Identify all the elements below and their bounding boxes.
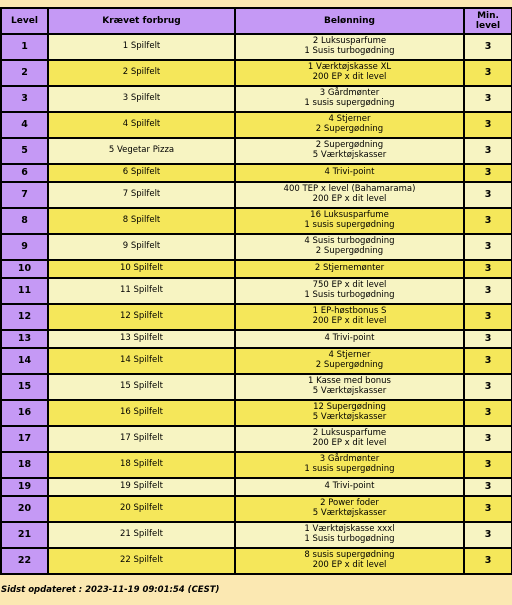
table-row: [2, 523, 511, 547]
table-row: [2, 549, 511, 573]
table-row: [2, 497, 511, 521]
reward-line: 2 Power foder: [320, 498, 379, 509]
required-cell: 3 Spilfelt: [49, 87, 234, 111]
reward-cell: [236, 261, 463, 277]
min-level-cell: 3: [465, 549, 511, 573]
required-cell: 15 Spilfelt: [49, 375, 234, 399]
required-cell: 5 Vegetar Pizza: [49, 139, 234, 163]
reward-cell: [236, 113, 463, 137]
reward-cell: [236, 497, 463, 521]
level-cell: 18: [2, 453, 47, 477]
min-level-cell: 3: [465, 401, 511, 425]
table-header-row: [2, 9, 511, 33]
required-cell: 10 Spilfelt: [49, 261, 234, 277]
header-min-level-line: level: [475, 21, 501, 31]
reward-line: 4 Trivi-point: [324, 481, 375, 492]
reward-line: 1 susis supergødning: [304, 98, 395, 108]
reward-line: 5 Værktøjskasser: [312, 150, 387, 160]
required-cell: 22 Spilfelt: [49, 549, 234, 573]
table-row: [2, 113, 511, 137]
reward-line: 4 Trivi-point: [324, 333, 375, 344]
reward-cell: [236, 87, 463, 111]
min-level-cell: 3: [465, 87, 511, 111]
reward-line: 3 Gårdmønter: [319, 454, 380, 465]
min-level-cell: 3: [465, 479, 511, 495]
required-cell: 14 Spilfelt: [49, 349, 234, 373]
header-required: Krævet forbrug: [49, 9, 234, 33]
reward-line: 1 susis supergødning: [304, 464, 395, 474]
required-cell: 2 Spilfelt: [49, 61, 234, 85]
table-row: [2, 165, 511, 181]
table-row: [2, 35, 511, 59]
level-cell: 11: [2, 279, 47, 303]
min-level-cell: 3: [465, 523, 511, 547]
header-reward: Belønning: [236, 9, 463, 33]
table-row: [2, 87, 511, 111]
reward-line: 1 Susis turbogødning: [304, 46, 395, 56]
level-cell: 16: [2, 401, 47, 425]
reward-line: 4 Susis turbogødning: [304, 236, 395, 247]
header-min-level: [465, 9, 511, 33]
table-row: [2, 427, 511, 451]
reward-cell: [236, 479, 463, 495]
table-row: [2, 279, 511, 303]
level-cell: 15: [2, 375, 47, 399]
level-cell: 12: [2, 305, 47, 329]
reward-line: 200 EP x dit level: [312, 438, 387, 448]
reward-line: 1 susis supergødning: [304, 220, 395, 230]
table-row: [2, 61, 511, 85]
table-row: [2, 305, 511, 329]
level-cell: 5: [2, 139, 47, 163]
level-cell: 13: [2, 331, 47, 347]
level-cell: 4: [2, 113, 47, 137]
reward-cell: [236, 549, 463, 573]
reward-cell: [236, 453, 463, 477]
required-cell: 11 Spilfelt: [49, 279, 234, 303]
reward-cell: [236, 349, 463, 373]
level-cell: 2: [2, 61, 47, 85]
reward-line: 12 Supergødning: [313, 402, 386, 413]
reward-cell: [236, 375, 463, 399]
reward-cell: [236, 209, 463, 233]
table-body: [2, 35, 511, 573]
min-level-cell: 3: [465, 165, 511, 181]
required-cell: 6 Spilfelt: [49, 165, 234, 181]
min-level-cell: 3: [465, 261, 511, 277]
level-cell: 9: [2, 235, 47, 259]
reward-line: 8 susis supergødning: [304, 550, 395, 561]
level-cell: 1: [2, 35, 47, 59]
reward-cell: [236, 183, 463, 207]
required-cell: 7 Spilfelt: [49, 183, 234, 207]
level-cell: 14: [2, 349, 47, 373]
reward-line: 1 Kasse med bonus: [308, 376, 391, 387]
required-cell: 1 Spilfelt: [49, 35, 234, 59]
table-row: [2, 235, 511, 259]
reward-line: 4 Stjerner: [328, 114, 371, 125]
reward-line: 16 Luksusparfume: [310, 210, 389, 221]
required-cell: 9 Spilfelt: [49, 235, 234, 259]
header-level: Level: [2, 9, 47, 33]
reward-line: 2 Luksusparfume: [312, 428, 387, 439]
reward-line: 400 TEP x level (Bahamarama): [283, 184, 416, 195]
required-cell: 16 Spilfelt: [49, 401, 234, 425]
min-level-cell: 3: [465, 305, 511, 329]
reward-line: 2 Stjernemønter: [314, 263, 385, 274]
reward-line: 1 Susis turbogødning: [304, 290, 395, 300]
reward-line: 200 EP x dit level: [312, 560, 387, 570]
required-cell: 20 Spilfelt: [49, 497, 234, 521]
required-cell: 12 Spilfelt: [49, 305, 234, 329]
reward-line: 1 Værktøjskasse XL: [307, 62, 392, 73]
required-cell: 21 Spilfelt: [49, 523, 234, 547]
level-cell: 10: [2, 261, 47, 277]
table-row: [2, 139, 511, 163]
table-row: [2, 375, 511, 399]
required-cell: 8 Spilfelt: [49, 209, 234, 233]
min-level-cell: 3: [465, 375, 511, 399]
reward-line: 2 Luksusparfume: [312, 36, 387, 47]
min-level-cell: 3: [465, 453, 511, 477]
min-level-cell: 3: [465, 497, 511, 521]
reward-line: 750 EP x dit level: [312, 280, 387, 291]
level-cell: 17: [2, 427, 47, 451]
reward-line: 2 Supergødning: [315, 246, 384, 256]
last-updated-text: Sidst opdateret : 2023-11-19 09:01:54 (CEST): [1, 585, 220, 595]
required-cell: 19 Spilfelt: [49, 479, 234, 495]
min-level-cell: 3: [465, 209, 511, 233]
reward-line: 3 Gårdmønter: [319, 88, 380, 99]
reward-cell: [236, 331, 463, 347]
reward-line: 2 Supergødning: [315, 124, 384, 134]
level-cell: 6: [2, 165, 47, 181]
min-level-cell: 3: [465, 279, 511, 303]
required-cell: 4 Spilfelt: [49, 113, 234, 137]
level-cell: 8: [2, 209, 47, 233]
table-row: [2, 331, 511, 347]
min-level-cell: 3: [465, 349, 511, 373]
reward-cell: [236, 427, 463, 451]
reward-line: 1 EP-høstbonus S: [312, 306, 387, 317]
level-cell: 20: [2, 497, 47, 521]
reward-line: 200 EP x dit level: [312, 72, 387, 82]
reward-cell: [236, 235, 463, 259]
reward-line: 200 EP x dit level: [312, 316, 387, 326]
reward-line: 5 Værktøjskasser: [312, 412, 387, 422]
level-cell: 3: [2, 87, 47, 111]
table-row: [2, 261, 511, 277]
reward-line: 5 Værktøjskasser: [312, 508, 387, 518]
level-rewards-table: [0, 7, 512, 575]
level-cell: 22: [2, 549, 47, 573]
min-level-cell: 3: [465, 427, 511, 451]
reward-cell: [236, 523, 463, 547]
reward-line: 1 Værktøjskasse xxxl: [304, 524, 395, 535]
table-row: [2, 349, 511, 373]
table-row: [2, 209, 511, 233]
level-cell: 21: [2, 523, 47, 547]
level-cell: 7: [2, 183, 47, 207]
min-level-cell: 3: [465, 235, 511, 259]
reward-cell: [236, 279, 463, 303]
reward-line: 2 Supergødning: [315, 360, 384, 370]
table-row: [2, 453, 511, 477]
reward-line: 4 Stjerner: [328, 350, 371, 361]
min-level-cell: 3: [465, 35, 511, 59]
min-level-cell: 3: [465, 331, 511, 347]
min-level-cell: 3: [465, 61, 511, 85]
reward-line: 4 Trivi-point: [324, 167, 375, 178]
min-level-cell: 3: [465, 113, 511, 137]
reward-cell: [236, 61, 463, 85]
reward-cell: [236, 139, 463, 163]
header-min-level-line: Min.: [477, 11, 499, 21]
table-row: [2, 479, 511, 495]
reward-cell: [236, 305, 463, 329]
reward-cell: [236, 165, 463, 181]
level-cell: 19: [2, 479, 47, 495]
required-cell: 13 Spilfelt: [49, 331, 234, 347]
reward-line: 5 Værktøjskasser: [312, 386, 387, 396]
min-level-cell: 3: [465, 139, 511, 163]
required-cell: 18 Spilfelt: [49, 453, 234, 477]
required-cell: 17 Spilfelt: [49, 427, 234, 451]
reward-cell: [236, 35, 463, 59]
table-row: [2, 401, 511, 425]
reward-line: 200 EP x dit level: [312, 194, 387, 204]
reward-cell: [236, 401, 463, 425]
table-row: [2, 183, 511, 207]
reward-line: 2 Supergødning: [315, 140, 384, 151]
reward-line: 1 Susis turbogødning: [304, 534, 395, 544]
min-level-cell: 3: [465, 183, 511, 207]
